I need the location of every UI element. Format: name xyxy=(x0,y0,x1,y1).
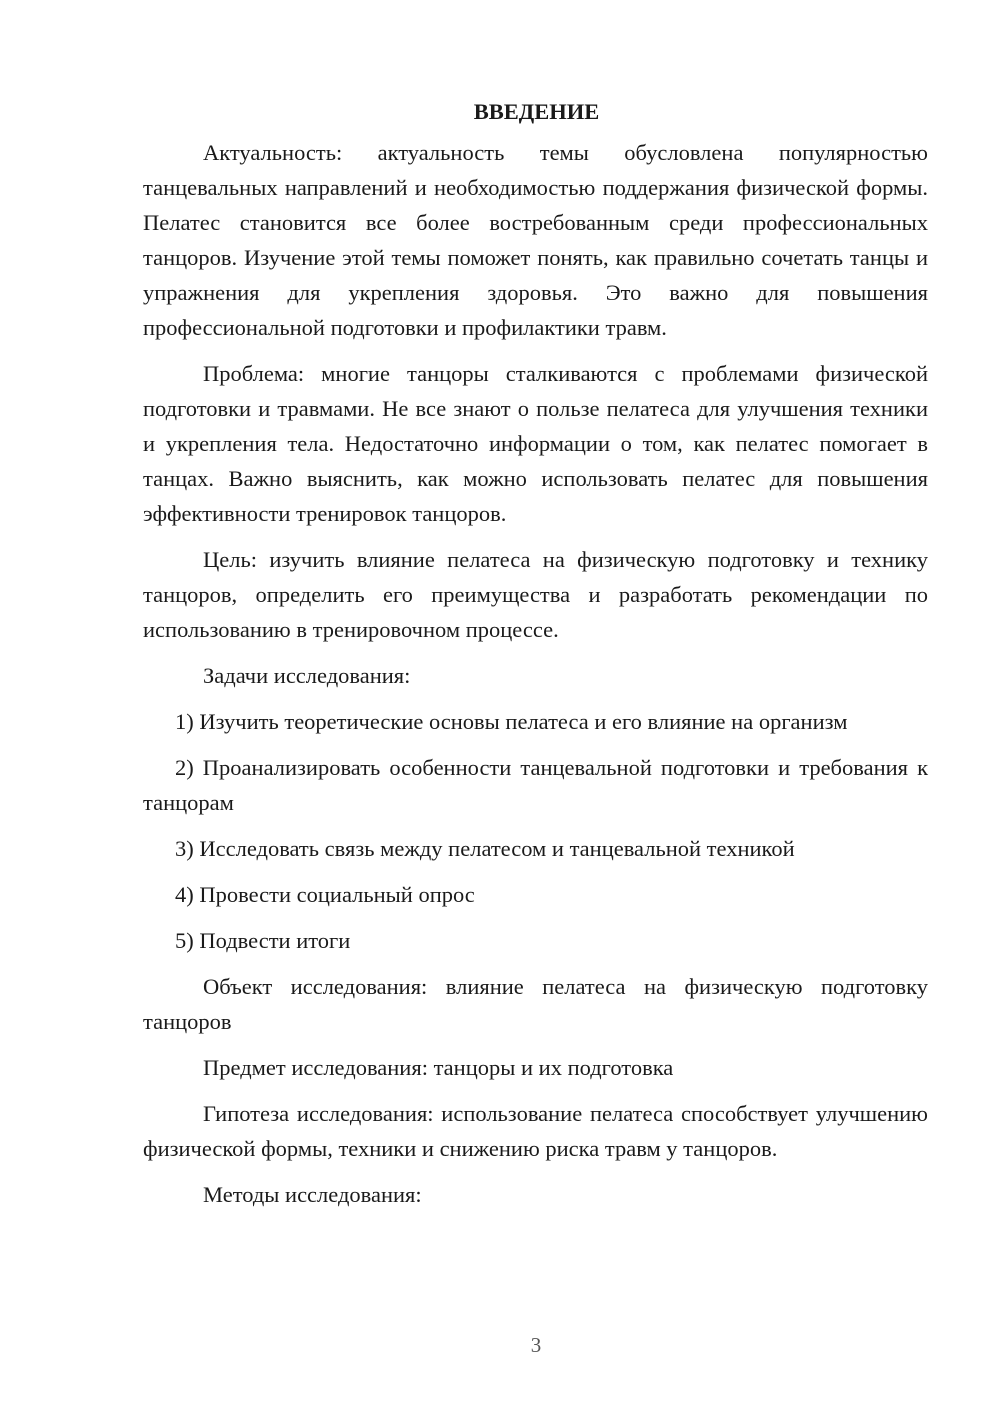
task-item-1: 1) Изучить теоретические основы пелатеса и его влияние на организм xyxy=(175,709,848,734)
problem-paragraph: Проблема: многие танцоры сталкиваются с проблемами физической подготовки и травмами. Не все знают о пользе пелатеса для улучшения техники и укрепления тела. Недостаточно информации о том, как пелатес помогает в танцах. Важно выяснить, как можно использовать пелатес для повышения эффективности тренировок танцоров. xyxy=(143,361,928,526)
goal-paragraph: Цель: изучить влияние пелатеса на физическую подготовку и технику танцоров, определить его преимущества и разработать рекомендации по использованию в тренировочном процессе. xyxy=(143,547,928,642)
object-paragraph: Объект исследования: влияние пелатеса на физическую подготовку танцоров xyxy=(143,974,928,1034)
relevance-paragraph: Актуальность: актуальность темы обусловлена популярностью танцевальных направлений и необходимостью поддержания физической формы. Пелатес становится все более востребованным среди профессиональных танцоров. Изучение этой темы поможет понять, как правильно сочетать танцы и упражнения для укрепления здоровья. Это важно для повышения профессиональной подготовки и профилактики травм. xyxy=(143,140,928,340)
page-body xyxy=(143,94,928,1223)
task-item-5: 5) Подвести итоги xyxy=(175,928,351,953)
task-item-4: 4) Провести социальный опрос xyxy=(175,882,475,907)
task-item-2: 2) Проанализировать особенности танцевальной подготовки и требования к танцорам xyxy=(143,755,928,815)
task-item-3: 3) Исследовать связь между пелатесом и танцевальной техникой xyxy=(175,836,795,861)
tasks-heading: Задачи исследования: xyxy=(203,663,411,688)
page-number: 3 xyxy=(530,1333,542,1357)
page-title: ВВЕДЕНИЕ xyxy=(473,99,600,124)
subject-paragraph: Предмет исследования: танцоры и их подготовка xyxy=(203,1055,674,1080)
hypothesis-paragraph: Гипотеза исследования: использование пелатеса способствует улучшению физической формы, техники и снижению риска травм у танцоров. xyxy=(143,1101,928,1161)
methods-heading: Методы исследования: xyxy=(203,1182,422,1207)
